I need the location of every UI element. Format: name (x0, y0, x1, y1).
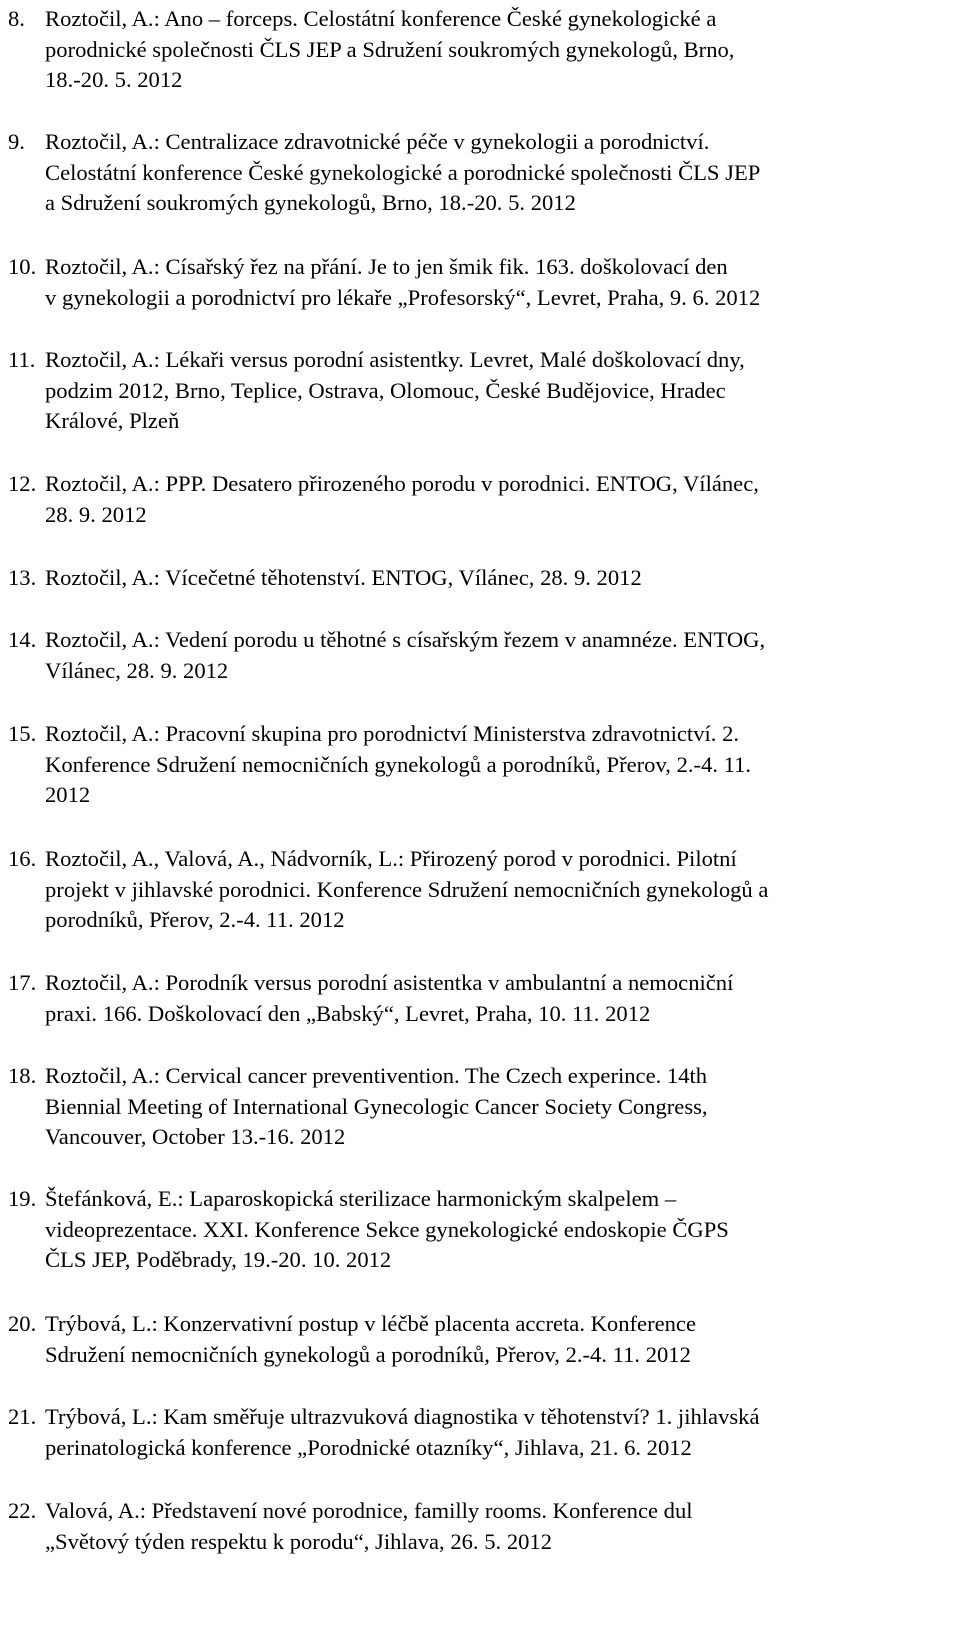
reference-line: Roztočil, A.: Porodník versus porodní asistentka v ambulantní a nemocniční (45, 970, 734, 995)
reference-line: Valová, A.: Představení nové porodnice, familly rooms. Konference dul (45, 1498, 693, 1523)
reference-line: porodnické společnosti ČLS JEP a Sdružení soukromých gynekologů, Brno, (45, 36, 735, 62)
reference-line: 18.-20. 5. 2012 (45, 67, 183, 92)
reference-line: ČLS JEP, Poděbrady, 19.-20. 10. 2012 (45, 1247, 392, 1272)
reference-line: 2012 (45, 782, 91, 807)
reference-line: praxi. 166. Doškolovací den „Babský“, Levret, Praha, 10. 11. 2012 (45, 1000, 651, 1026)
reference-number: 10. (8, 254, 37, 279)
reference-text (45, 563, 642, 594)
reference-text (45, 1061, 708, 1153)
reference-line: projekt v jihlavské porodnici. Konference Sdružení nemocničních gynekologů a (45, 876, 769, 902)
reference-line: Sdružení nemocničních gynekologů a porodníků, Přerov, 2.-4. 11. 2012 (45, 1341, 691, 1367)
reference-text (45, 345, 745, 437)
reference-number: 13. (8, 565, 37, 590)
reference-number: 12. (8, 471, 37, 496)
reference-text (45, 1402, 760, 1463)
reference-line: Trýbová, L.: Konzervativní postup v léčbě placenta accreta. Konference (45, 1311, 696, 1336)
reference-text (45, 1496, 693, 1557)
reference-line: Konference Sdružení nemocničních gynekologů a porodníků, Přerov, 2.-4. 11. (45, 751, 752, 777)
reference-line: Roztočil, A., Valová, A., Nádvorník, L.: Přirozený porod v porodnici. Pilotní (45, 846, 737, 871)
reference-line: Roztočil, A.: PPP. Desatero přirozeného porodu v porodnici. ENTOG, Vílánec, (45, 471, 759, 496)
reference-line: perinatologická konference „Porodnické otazníky“, Jihlava, 21. 6. 2012 (45, 1434, 692, 1460)
reference-line: porodníků, Přerov, 2.-4. 11. 2012 (45, 907, 345, 932)
reference-number: 22. (8, 1498, 37, 1523)
reference-number: 16. (8, 846, 37, 871)
reference-line: „Světový týden respektu k porodu“, Jihlava, 26. 5. 2012 (45, 1528, 553, 1554)
reference-text (45, 1184, 729, 1276)
reference-line: 28. 9. 2012 (45, 501, 147, 527)
reference-line: podzim 2012, Brno, Teplice, Ostrava, Olomouc, České Budějovice, Hradec (45, 377, 726, 403)
reference-line: videoprezentace. XXI. Konference Sekce gynekologické endoskopie ČGPS (45, 1216, 729, 1242)
reference-text (45, 1309, 696, 1370)
reference-line: Vílánec, 28. 9. 2012 (45, 657, 229, 683)
reference-number: 8. (8, 6, 25, 31)
reference-text (45, 127, 760, 219)
reference-text (45, 719, 751, 811)
reference-number: 20. (8, 1311, 37, 1336)
reference-line: Trýbová, L.: Kam směřuje ultrazvuková diagnostika v těhotenství? 1. jihlavská (45, 1404, 760, 1429)
reference-line: a Sdružení soukromých gynekologů, Brno, 18.-20. 5. 2012 (45, 190, 576, 215)
reference-text (45, 968, 733, 1029)
reference-line: Roztočil, A.: Lékaři versus porodní asistentky. Levret, Malé doškolovací dny, (45, 347, 745, 372)
reference-line: Roztočil, A.: Vedení porodu u těhotné s císařským řezem v anamnéze. ENTOG, (45, 627, 766, 652)
reference-line: Roztočil, A.: Cervical cancer preventivention. The Czech experince. 14th (45, 1063, 708, 1088)
reference-number: 9. (8, 129, 25, 154)
reference-number: 11. (8, 347, 36, 372)
reference-text (45, 844, 768, 936)
reference-text (45, 625, 765, 686)
reference-line: Biennial Meeting of International Gynecologic Cancer Society Congress, (45, 1093, 708, 1119)
reference-number: 15. (8, 721, 37, 746)
reference-line: Roztočil, A.: Císařský řez na přání. Je to jen šmik fik. 163. doškolovací den (45, 254, 728, 279)
reference-number: 18. (8, 1063, 37, 1088)
reference-line: Roztočil, A.: Ano – forceps. Celostátní konference České gynekologické a (45, 6, 717, 31)
reference-text (45, 469, 759, 530)
reference-line: Celostátní konference České gynekologické a porodnické společnosti ČLS JEP (45, 159, 761, 185)
reference-line: Roztočil, A.: Vícečetné těhotenství. ENTOG, Vílánec, 28. 9. 2012 (45, 565, 642, 590)
reference-number: 19. (8, 1186, 37, 1211)
reference-line: Vancouver, October 13.-16. 2012 (45, 1124, 346, 1149)
reference-text (45, 4, 734, 96)
reference-number: 17. (8, 970, 37, 995)
reference-number: 14. (8, 627, 37, 652)
reference-line: Štefánková, E.: Laparoskopická sterilizace harmonickým skalpelem – (45, 1186, 677, 1211)
reference-line: Roztočil, A.: Centralizace zdravotnické péče v gynekologii a porodnictví. (45, 129, 710, 154)
reference-line: Králové, Plzeň (45, 408, 180, 433)
reference-line: Roztočil, A.: Pracovní skupina pro porodnictví Ministerstva zdravotnictví. 2. (45, 721, 740, 746)
reference-line: v gynekologii a porodnictví pro lékaře „Profesorský“, Levret, Praha, 9. 6. 2012 (45, 284, 761, 310)
reference-number: 21. (8, 1404, 37, 1429)
reference-text (45, 252, 760, 313)
